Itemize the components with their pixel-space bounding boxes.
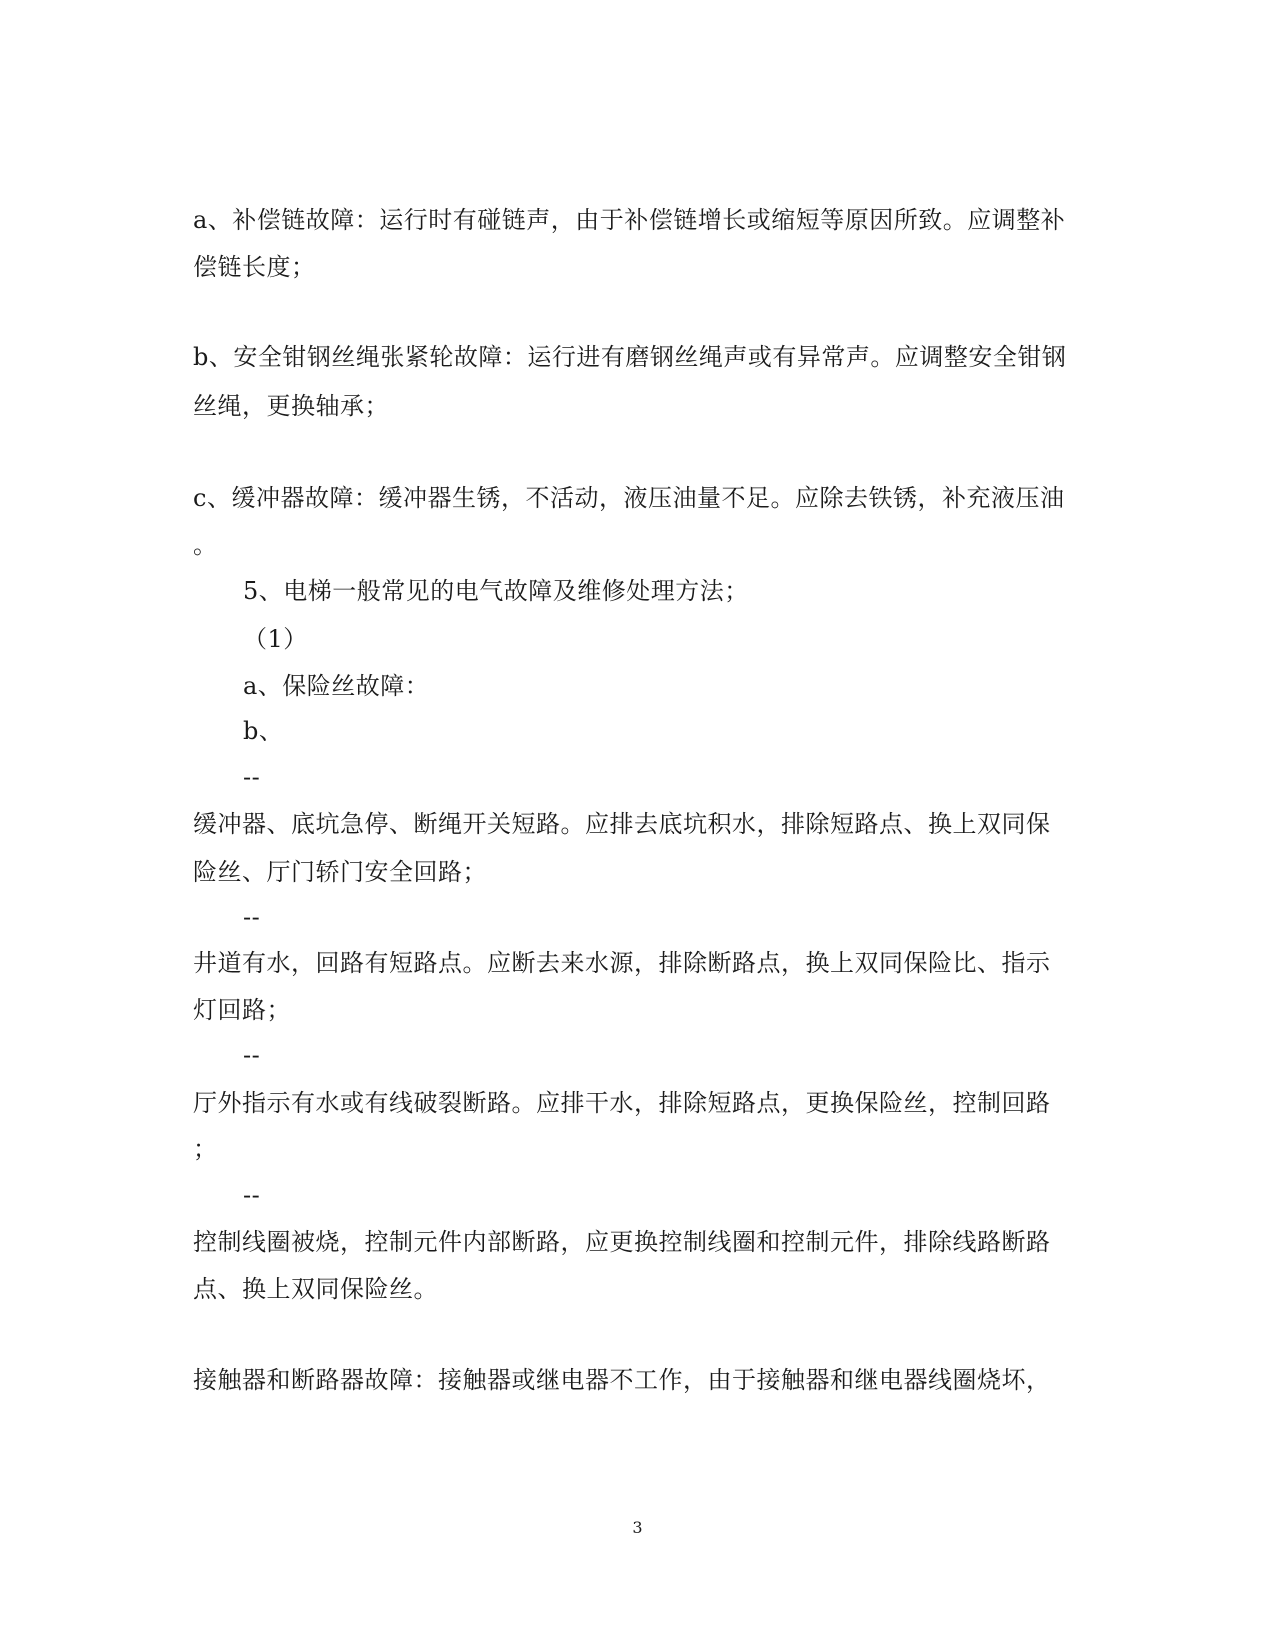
text-line: 。 — [193, 531, 218, 559]
text-line: 接触器和断路器故障：接触器或继电器不工作，由于接触器和继电器线圈烧坏， — [193, 1366, 1051, 1394]
dash-marker: -- — [243, 1181, 261, 1209]
dash-marker: -- — [243, 903, 261, 931]
dash-marker: -- — [243, 763, 261, 791]
text-line: a、补偿链故障：运行时有碰链声，由于补偿链增长或缩短等原因所致。应调整补 — [193, 206, 1066, 234]
text-line: 缓冲器、底坑急停、断绳开关短路。应排去底坑积水，排除短路点、换上双同保 — [193, 810, 1051, 838]
text-line: 灯回路； — [193, 996, 291, 1024]
text-line: ； — [193, 1135, 218, 1163]
text-line: 厅外指示有水或有线破裂断路。应排干水，排除短路点，更换保险丝，控制回路 — [193, 1089, 1051, 1117]
text-line: b、安全钳钢丝绳张紧轮故障：运行进有磨钢丝绳声或有异常声。应调整安全钳钢 — [193, 343, 1067, 371]
list-item: a、保险丝故障： — [243, 672, 430, 700]
dash-marker: -- — [243, 1041, 261, 1069]
list-item: b、 — [243, 717, 284, 745]
text-line: 险丝、厅门轿门安全回路； — [193, 858, 487, 886]
section-heading: 5、电梯一般常见的电气故障及维修处理方法； — [243, 577, 749, 605]
page-number: 3 — [632, 1518, 643, 1537]
subsection-number: （1） — [243, 625, 308, 653]
text-line: 丝绳，更换轴承； — [193, 392, 389, 420]
text-line: 井道有水，回路有短路点。应断去来水源，排除断路点，换上双同保险比、指示 — [193, 949, 1051, 977]
text-line: c、缓冲器故障：缓冲器生锈，不活动，液压油量不足。应除去铁锈，补充液压油 — [193, 484, 1065, 512]
text-line: 控制线圈被烧，控制元件内部断路，应更换控制线圈和控制元件，排除线路断路 — [193, 1228, 1051, 1256]
text-line: 点、换上双同保险丝。 — [193, 1275, 438, 1303]
text-line: 偿链长度； — [193, 253, 316, 281]
